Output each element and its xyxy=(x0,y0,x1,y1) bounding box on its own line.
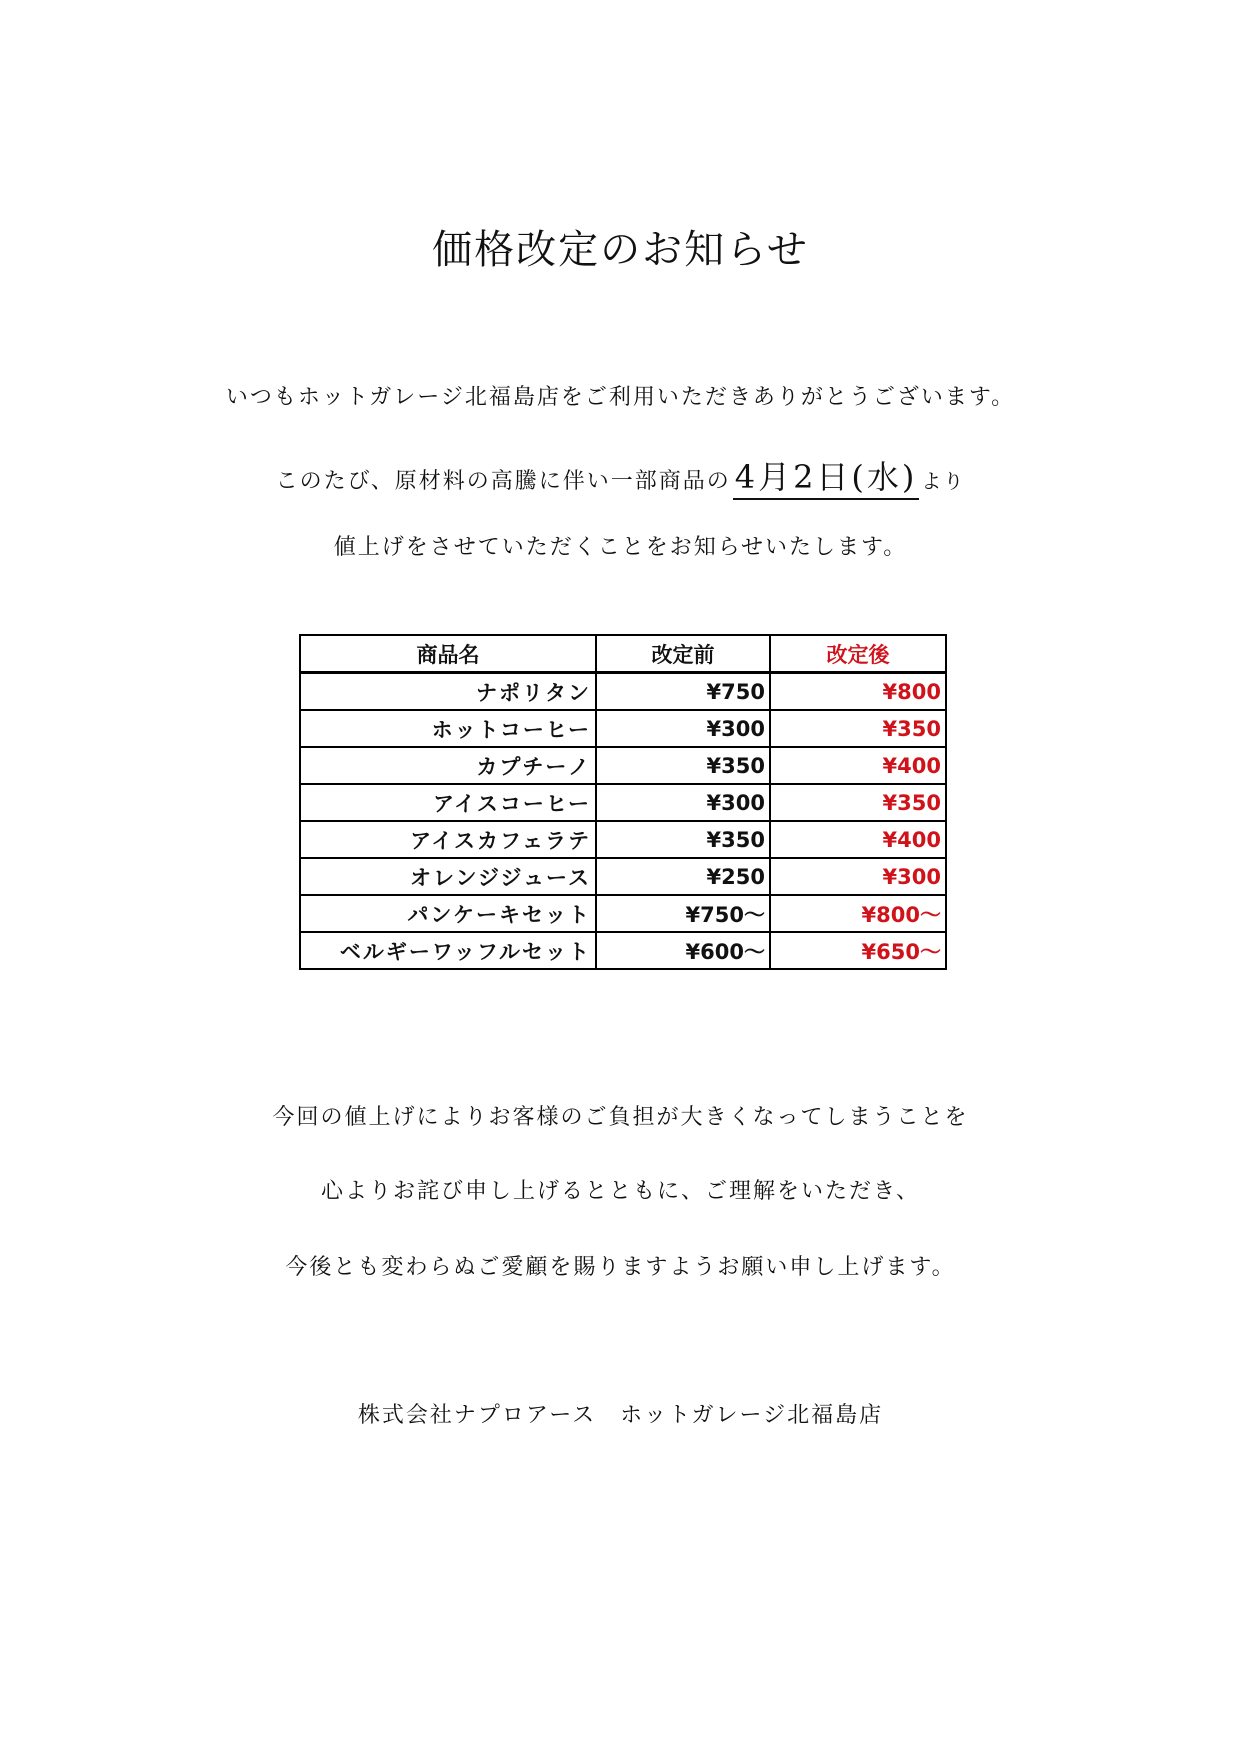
product-name: カプチーノ xyxy=(300,747,596,784)
product-name: ベルギーワッフルセット xyxy=(300,932,596,969)
table-row xyxy=(300,673,946,711)
product-name: アイスコーヒー xyxy=(300,784,596,821)
intro-line-2-tail: より xyxy=(921,469,966,493)
old-price: ¥350 xyxy=(596,821,770,858)
old-price: ¥300 xyxy=(596,784,770,821)
table-row xyxy=(300,710,946,747)
table-row xyxy=(300,858,946,895)
product-name: アイスカフェラテ xyxy=(300,821,596,858)
closing-line-3: 今後とも変わらぬご愛顧を賜りますようお願い申し上げます。 xyxy=(285,1255,956,1280)
signature: 株式会社ナプロアース ホットガレージ北福島店 xyxy=(357,1403,884,1428)
old-price: ¥300 xyxy=(596,710,770,747)
table-row xyxy=(300,747,946,784)
new-price: ¥350 xyxy=(770,710,946,747)
product-name: ナポリタン xyxy=(300,673,596,711)
table-row xyxy=(300,932,946,969)
header-old-price: 改定前 xyxy=(596,635,770,673)
new-price: ¥800～ xyxy=(770,895,946,932)
header-product-name: 商品名 xyxy=(300,635,596,673)
product-name: パンケーキセット xyxy=(300,895,596,932)
intro-line-2-lead: このたび、原材料の高騰に伴い一部商品の xyxy=(275,469,731,494)
old-price: ¥750～ xyxy=(596,895,770,932)
table-row xyxy=(300,784,946,821)
header-new-price: 改定後 xyxy=(770,635,946,673)
intro-line-3: 値上げをさせていただくことをお知らせいたします。 xyxy=(333,535,908,560)
new-price: ¥800 xyxy=(770,673,946,711)
new-price: ¥650～ xyxy=(770,932,946,969)
old-price: ¥750 xyxy=(596,673,770,711)
old-price: ¥350 xyxy=(596,747,770,784)
price-table-header xyxy=(300,635,946,673)
effective-date: 4月2日(水) xyxy=(733,458,920,500)
price-table xyxy=(299,634,947,970)
old-price: ¥250 xyxy=(596,858,770,895)
old-price: ¥600～ xyxy=(596,932,770,969)
intro-line-1: いつもホットガレージ北福島店をご利用いただきありがとうございます。 xyxy=(225,385,1016,410)
product-name: オレンジジュース xyxy=(300,858,596,895)
table-row xyxy=(300,821,946,858)
product-name: ホットコーヒー xyxy=(300,710,596,747)
closing-line-1: 今回の値上げによりお客様のご負担が大きくなってしまうことを xyxy=(272,1105,969,1130)
page-title: 価格改定のお知らせ xyxy=(432,227,809,273)
new-price: ¥400 xyxy=(770,821,946,858)
new-price: ¥350 xyxy=(770,784,946,821)
table-row xyxy=(300,895,946,932)
intro-line-2 xyxy=(0,452,1241,498)
new-price: ¥400 xyxy=(770,747,946,784)
new-price: ¥300 xyxy=(770,858,946,895)
closing-line-2: 心よりお詫び申し上げるとともに、ご理解をいただき、 xyxy=(320,1179,921,1204)
